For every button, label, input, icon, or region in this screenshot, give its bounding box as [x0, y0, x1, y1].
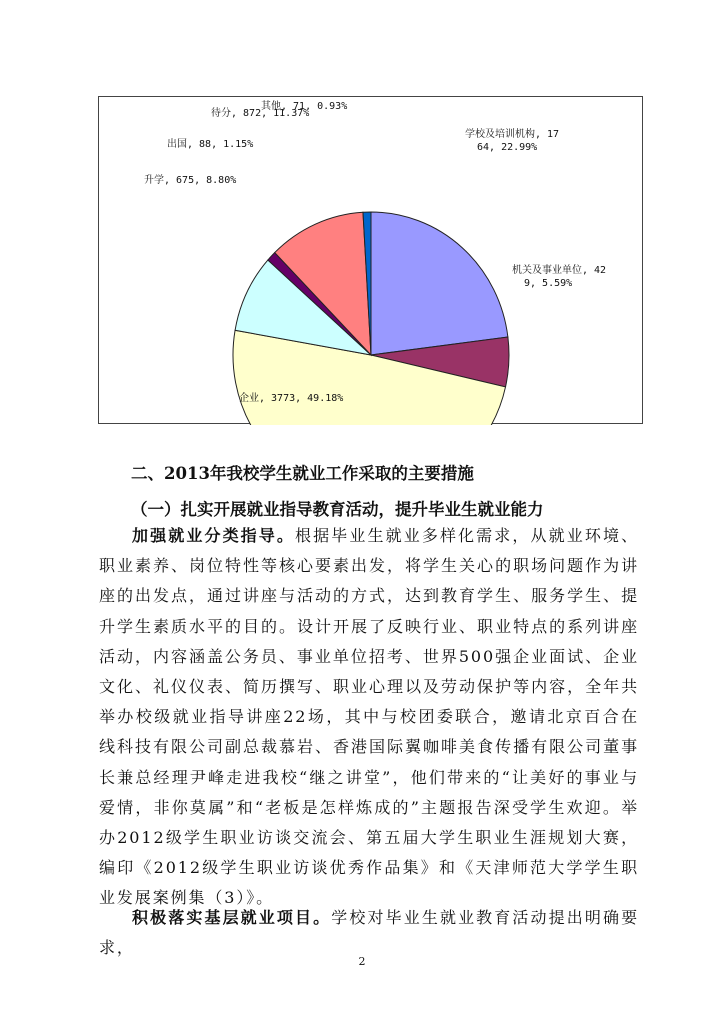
paragraph-lead: 积极落实基层就业项目。	[132, 908, 332, 927]
pie-label-2: 机关及事业单位, 42	[512, 265, 607, 276]
pie-label-5: 出国, 88, 1.15%	[167, 139, 254, 150]
paragraph-employment-guidance	[99, 521, 639, 914]
pie-label-1: 学校及培训机构, 17	[465, 129, 560, 140]
pie-label-1-line2: 64, 22.99%	[477, 142, 538, 153]
pie-slice-1	[371, 212, 508, 355]
section-heading: 二、2013年我校学生就业工作采取的主要措施	[131, 464, 474, 483]
employment-pie-chart	[98, 96, 643, 424]
pie-label-4: 升学, 675, 8.80%	[144, 175, 237, 186]
paragraph-body: 学校对毕业生就业教育活动提出明确要求，	[99, 908, 639, 958]
pie-chart-svg	[99, 97, 644, 425]
paragraph-body: 根据毕业生就业多样化需求，从就业环境、职业素养、岗位特性等核心要素出发，将学生关心的职场问题作为讲座的出发点，通过讲座与活动的方式，达到教育学生、服务学生、提升学生素质水平的目的。设计开展了反映行业、职业特点的系列讲座活动，内容涵盖公务员、事业单位招考、世界500强企业面试、企业文化、礼仪仪表、简历撰写、职业心理以及劳动保护等内容，全年共举办校级就业指导讲座22场，其中与校团委联合，邀请北京百合在线科技有限公司副总裁慕岩、香港国际翼咖啡美食传播有限公司董事长兼总经理尹峰走进我校“继之讲堂”，他们带来的“让美好的事业与爱情，非你莫属”和“老板是怎样炼成的”主题报告深受学生欢迎。举办2012级学生职业访谈交流会、第五届大学生职业生涯规划大赛，编印《2012级学生职业访谈优秀作品集》和《天津师范大学学生职业发展案例集（3）》。	[99, 526, 639, 908]
pie-label-3: 企业, 3773, 49.18%	[239, 393, 344, 404]
subsection-heading: （一）扎实开展就业指导教育活动，提升毕业生就业能力	[131, 500, 544, 519]
page-number: 2	[358, 955, 366, 968]
pie-label-6: 待分, 872, 11.37%	[211, 108, 310, 119]
pie-label-2-line2: 9, 5.59%	[524, 278, 573, 289]
paragraph-lead: 加强就业分类指导。	[132, 526, 296, 545]
pie-label-7: 其他, 71, 0.93%	[261, 101, 348, 112]
